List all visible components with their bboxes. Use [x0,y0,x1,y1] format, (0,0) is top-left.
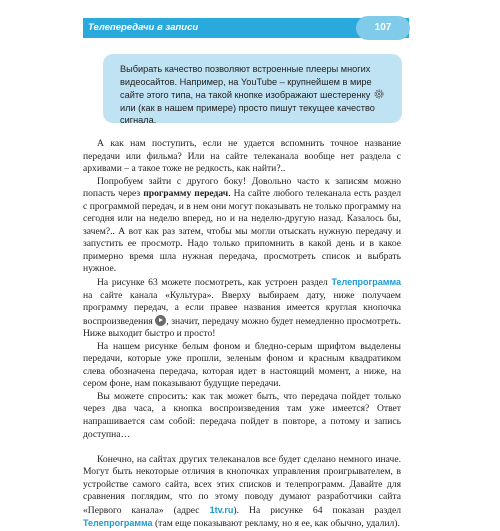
p2-text-c: . На сайте любого телеканала есть раздел с программой передач, и в нем они могут показывать не только программу на сегодня или на неделю вперед, но и на неделю-другую назад. Казалось бы, зачем?.. А вот как раз затем, чтобы мы могли отыскать нужную передачу и запустить ее просмотр. Надо только припомнить в какой день и в какое примерно время шла нужная передача, просмотреть список и выбрать нужное. [83,188,401,275]
p6-text-a: Конечно, на сайтах других телеканалов все будет сделано немного иначе. Могут быть некоторые отличия в кнопочках управления проигрывателем, в устройстве самого сайта, всех этих списков и телепрограмм. Давайте для сравнения поглядим, что по этому поводу думают разработчики сайта «Первого канала» (адрес [83,453,401,516]
body-text [83,138,401,531]
paragraph-5: Вы можете спросить: как так может быть, что передача пойдет только через два часа, а кнопка воспроизведения там уже имеется? Ответ напрашивается сам собой: передача пойдет в повторе, а потому и запись доступна… [83,390,401,440]
program-term: программу передач [143,188,229,200]
p3-text-a: На рисунке 63 можете посмотреть, как устроен раздел [97,277,328,289]
paragraph-4: На нашем рисунке белым фоном и бледно-серым шрифтом выделены передачи, которые уже прошли, зеленым фоном и красным квадратиком слева обозначена передача, которая идет в настоящий момент, а ниже, на сером фоне, нам показывают будущие передачи. [83,340,401,390]
tv-program-term: Телепрограмма [331,277,401,288]
tv-program-term-2: Телепрограмма [83,518,153,529]
paragraph-2 [83,176,401,276]
site-link[interactable]: 1tv.ru [209,504,234,515]
p2-text-a: Попробуем зайти с другого боку! Довольно часто к записям можно попасть через [83,175,401,200]
header-title: Телепередачи в записи [88,22,199,33]
paragraph-6 [83,454,401,531]
info-note [103,54,402,126]
note-text-2: или (как в нашем примере) просто пишут текущее качество сигнала. [120,102,375,126]
p3-text-c: на сайте канала «Культура». Вверху выбираем дату, ниже получаем программу передач, а если правее названия имеется круглая кнопочка воспроизведения [83,289,401,327]
page-number: 107 [356,16,410,40]
play-icon [155,315,166,326]
note-text-1: Выбирать качество позволяют встроенные плееры многих видеосайтов. Например, на YouTube – крупнейшем в мире сайте этого типа, на такой кнопке изображают шестеренку [120,64,372,101]
paragraph-1: А как нам поступить, если не удается вспомнить точное название передачи или фильма? Или на сайте телеканала вообще нет раздела с архивами – а такое тоже не редкость, как найти?.. [83,138,401,175]
paragraph-3 [83,276,401,341]
p6-text-e: (там еще показывают рекламу, но я ее, как обычно, удалил). [154,518,400,530]
gear-icon [373,88,385,100]
p3-text-d: , значит, передачу можно будет немедленно просмотреть. Ниже выходит быстро и просто! [83,315,401,340]
p6-text-c: ). На рисунке 64 показан раздел [233,504,401,516]
